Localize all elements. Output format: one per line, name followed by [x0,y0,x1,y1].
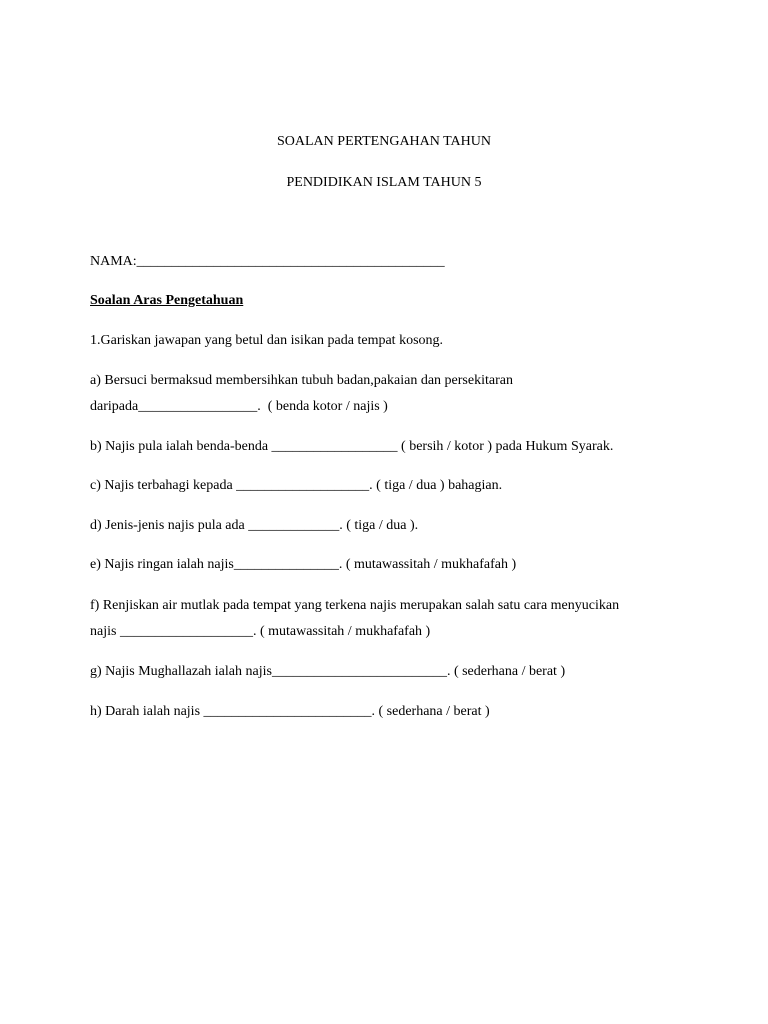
question-d: d) Jenis-jenis najis pula ada _____________. ( tiga / dua ). [90,518,419,533]
name-field-line: NAMA:____________________________________________ [90,254,445,269]
section-heading: Soalan Aras Pengetahuan [90,293,244,308]
question-a-line2: daripada_________________. ( benda kotor / najis ) [90,399,388,414]
question-e: e) Najis ringan ialah najis_______________. ( mutawassitah / mukhafafah ) [90,557,517,572]
question-b: b) Najis pula ialah benda-benda __________________ ( bersih / kotor ) pada Hukum Syarak. [90,439,614,454]
question-f-line2: najis ___________________. ( mutawassitah / mukhafafah ) [90,624,431,639]
question-a-line1: a) Bersuci bermaksud membersihkan tubuh badan,pakaian dan persekitaran [90,373,513,388]
instruction-text: 1.Gariskan jawapan yang betul dan isikan pada tempat kosong. [90,333,444,348]
question-f-line1: f) Renjiskan air mutlak pada tempat yang terkena najis merupakan salah satu cara menyucikan [90,598,620,613]
question-h: h) Darah ialah najis ________________________. ( sederhana / berat ) [90,704,490,719]
question-c: c) Najis terbahagi kepada ___________________. ( tiga / dua ) bahagian. [90,478,503,493]
document-title: SOALAN PERTENGAHAN TAHUN [277,134,491,149]
document-subtitle: PENDIDIKAN ISLAM TAHUN 5 [286,175,482,190]
question-g: g) Najis Mughallazah ialah najis_________________________. ( sederhana / berat ) [90,664,566,679]
